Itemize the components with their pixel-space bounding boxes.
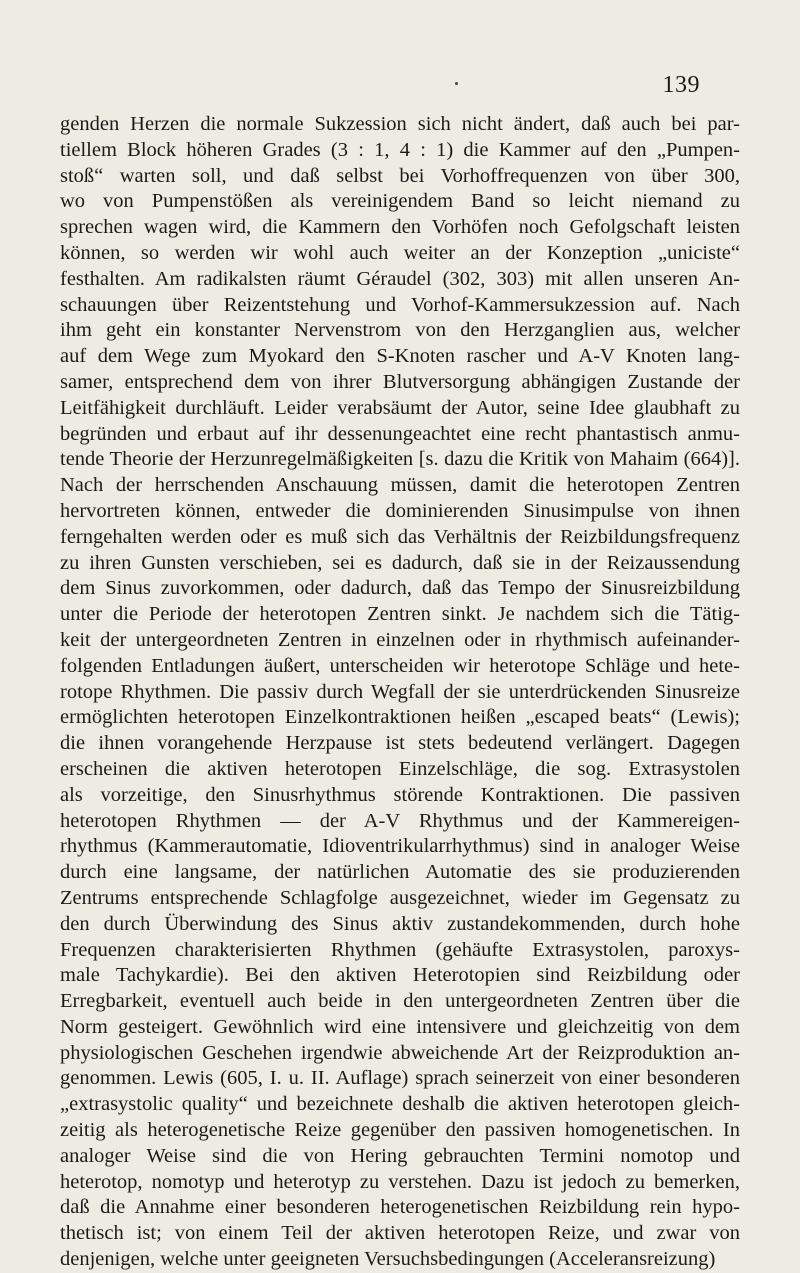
text-line: hervortreten können, entweder die dominierenden Sinusimpulse von ihnen — [60, 499, 740, 522]
text-line: „extrasystolic quality“ und bezeichnete deshalb die aktiven heterotopen gleich- — [60, 1093, 740, 1116]
text-line: als vorzeitige, den Sinusrhythmus störende Kontraktionen. Die passiven — [60, 783, 740, 806]
text-line: tende Theorie der Herzunregelmäßigkeiten [s. dazu die Kritik von Mahaim (664)]. — [60, 448, 740, 471]
text-line: zeitig als heterogenetische Reize gegenüber den passiven homogenetischen. In — [60, 1119, 740, 1142]
text-line: ihm geht ein konstanter Nervenstrom von den Herzganglien aus, welcher — [60, 319, 740, 342]
ink-speck — [455, 82, 458, 85]
text-line: Nach der herrschenden Anschauung müssen, damit die heterotopen Zentren — [60, 474, 740, 497]
text-line: dem Sinus zuvorkommen, oder dadurch, daß das Tempo der Sinusreizbildung — [60, 577, 740, 600]
text-line: Norm gesteigert. Gewöhnlich wird eine intensivere und gleichzeitig von dem — [60, 1015, 740, 1038]
text-line: können, so werden wir wohl auch weiter an der Konzeption „uniciste“ — [60, 241, 740, 264]
text-line: keit der untergeordneten Zentren in einzelnen oder in rhythmisch aufeinander- — [60, 628, 740, 651]
text-line: die ihnen vorangehende Herzpause ist stets bedeutend verlängert. Dagegen — [60, 732, 740, 755]
text-line: tiellem Block höheren Grades (3 : 1, 4 : 1) die Kammer auf den „Pumpen- — [60, 138, 740, 161]
text-line: rhythmus (Kammerautomatie, Idioventrikularrhythmus) sind in analoger Weise — [60, 835, 740, 858]
text-line: den durch Überwindung des Sinus aktiv zustandekommenden, durch hohe — [60, 912, 740, 935]
text-line: thetisch ist; von einem Teil der aktiven heterotopen Reize, und zwar von — [60, 1222, 740, 1245]
text-line: male Tachykardie). Bei den aktiven Heterotopien sind Reizbildung oder — [60, 964, 740, 987]
text-line: Erregbarkeit, eventuell auch beide in den untergeordneten Zentren über die — [60, 990, 740, 1013]
text-line: erscheinen die aktiven heterotopen Einzelschläge, die sog. Extrasystolen — [60, 757, 740, 780]
text-line: genden Herzen die normale Sukzession sich nicht ändert, daß auch bei par- — [60, 113, 740, 135]
text-line: genommen. Lewis (605, I. u. II. Auflage) sprach seinerzeit von einer besonderen — [60, 1067, 740, 1090]
text-line: begründen und erbaut auf ihr dessenungeachtet eine recht phantastisch anmu- — [60, 422, 740, 445]
text-line: daß die Annahme einer besonderen heterogenetischen Reizbildung rein hypo- — [60, 1196, 740, 1219]
body-text — [60, 112, 740, 1273]
text-line: folgenden Entladungen äußert, unterscheiden wir heterotope Schläge und hete- — [60, 654, 740, 677]
text-line: durch eine langsame, der natürlichen Automatie des sie produzierenden — [60, 861, 740, 884]
text-line: heterotopen Rhythmen — der A-V Rhythmus und der Kammereigen- — [60, 809, 740, 832]
text-line: ferngehalten werden oder es muß sich das Verhältnis der Reizbildungsfrequenz — [60, 525, 740, 548]
text-line: unter die Periode der heterotopen Zentren sinkt. Je nachdem sich die Tätig- — [60, 603, 740, 626]
text-line: rotope Rhythmen. Die passiv durch Wegfall der sie unterdrückenden Sinusreize — [60, 680, 740, 703]
text-line: ermöglichten heterotopen Einzelkontraktionen heißen „escaped beats“ (Lewis); — [60, 706, 740, 729]
text-line: samer, entsprechend dem von ihrer Blutversorgung abhängigen Zustande der — [60, 370, 740, 393]
text-line: stoß“ warten soll, und daß selbst bei Vorhoffrequenzen von über 300, — [60, 164, 740, 187]
text-line: festhalten. Am radikalsten räumt Géraudel (302, 303) mit allen unseren An- — [60, 267, 740, 290]
text-line: wo von Pumpenstößen als vereinigendem Band so leicht niemand zu — [60, 190, 740, 213]
text-line: physiologischen Geschehen irgendwie abweichende Art der Reizproduktion an- — [60, 1041, 740, 1064]
text-line: Frequenzen charakterisierten Rhythmen (gehäufte Extrasystolen, paroxys- — [60, 938, 740, 961]
text-line: Leitfähigkeit durchläuft. Leider verabsäumt der Autor, seine Idee glaubhaft zu — [60, 396, 740, 419]
text-line: zu ihren Gunsten verschieben, sei es dadurch, daß sie in der Reizaussendung — [60, 551, 740, 574]
text-line: heterotop, nomotyp und heterotyp zu verstehen. Dazu ist jedoch zu bemerken, — [60, 1170, 740, 1193]
text-line: Zentrums entsprechende Schlagfolge ausgezeichnet, wieder im Gegensatz zu — [60, 886, 740, 909]
text-line: denjenigen, welche unter geeigneten Versuchsbedingungen (Acceleransreizung) — [60, 1248, 716, 1271]
text-line: schauungen über Reizentstehung und Vorhof-Kammersukzession auf. Nach — [60, 293, 740, 316]
page-number: 139 — [662, 72, 700, 98]
text-line: analoger Weise sind die von Hering gebrauchten Termini nomotop und — [60, 1144, 740, 1167]
text-line: auf dem Wege zum Myokard den S-Knoten rascher und A-V Knoten lang- — [60, 345, 740, 368]
text-line: sprechen wagen wird, die Kammern den Vorhöfen noch Gefolgschaft leisten — [60, 216, 740, 239]
